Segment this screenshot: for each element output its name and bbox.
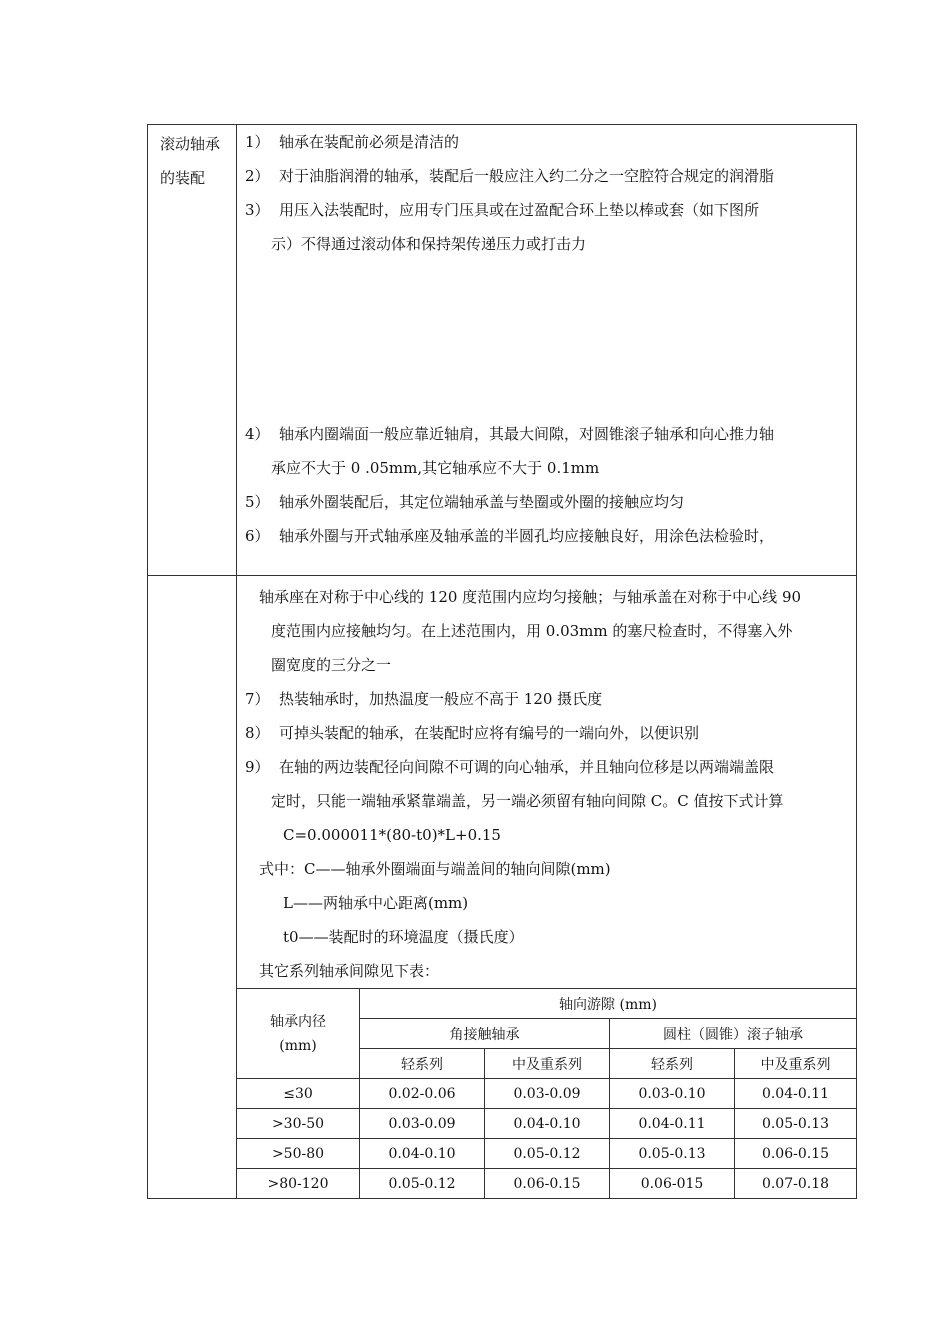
list-item (237, 716, 856, 750)
item-text: 轴承外圈与开式轴承座及轴承盖的半圆孔均应接触良好，用涂色法检验时， (279, 527, 775, 545)
table-cell: 0.02-0.06 (360, 1079, 485, 1109)
content-cell-2 (237, 576, 857, 1199)
section-label-line-2: 的装配 (160, 169, 206, 187)
item-text: 在轴的两边装配径向间隙不可调的向心轴承，并且轴向位移是以两端端盖限 (279, 758, 775, 776)
list-item (237, 417, 856, 451)
item-number: 2） (245, 167, 270, 185)
where-text: t0——装配时的环境温度（摄氏度） (283, 928, 524, 946)
item-text: 轴承外圈装配后，其定位端轴承盖与垫圈或外圈的接触应均匀 (279, 493, 685, 511)
table-cell: 0.07-0.18 (735, 1169, 857, 1199)
item-number: 1） (245, 133, 270, 151)
list-item-continuation (237, 784, 856, 818)
table-cell: 0.05-0.13 (735, 1109, 857, 1139)
assembly-spec-table (147, 124, 857, 1199)
sub-header: 中及重系列 (735, 1049, 857, 1079)
item-text-cont: 定时，只能一端轴承紧靠端盖，另一端必须留有轴向间隙 C。C 值按下式计算 (271, 792, 784, 810)
table-row (237, 1169, 856, 1199)
continuation-line (237, 614, 856, 648)
table-row (237, 1139, 856, 1169)
section-label (148, 125, 236, 195)
item-number: 9） (245, 758, 270, 776)
item-text: 轴承内圈端面一般应靠近轴肩，其最大间隙，对圆锥滚子轴承和向心推力轴 (279, 425, 775, 443)
spec-row-2 (148, 576, 857, 1199)
list-item (237, 125, 856, 159)
table-cell: 0.05-0.12 (485, 1139, 610, 1169)
sub-header: 轻系列 (610, 1049, 735, 1079)
formula-line (237, 818, 856, 852)
list-item-continuation (237, 451, 856, 485)
item-number: 7） (245, 690, 270, 708)
item-text: 用压入法装配时，应用专门压具或在过盈配合环上垫以棒或套（如下图所 (279, 201, 760, 219)
group-header: 圆柱（圆锥）滚子轴承 (610, 1019, 857, 1049)
where-line (237, 886, 856, 920)
table-cell: 0.04-0.11 (610, 1109, 735, 1139)
item-text-cont: 示）不得通过滚动体和保持架传递压力或打击力 (271, 235, 587, 253)
table-intro: 其它系列轴承间隙见下表： (259, 962, 440, 980)
table-cell: 0.04-0.11 (735, 1079, 857, 1109)
bore-header-line-2: (mm) (279, 1037, 317, 1054)
table-cell: ≤30 (237, 1079, 360, 1109)
table-cell: 0.06-0.15 (735, 1139, 857, 1169)
table-cell: >80-120 (237, 1169, 360, 1199)
item-number: 5） (245, 493, 270, 511)
continuation-text: 圈宽度的三分之一 (271, 656, 392, 674)
sub-header: 中及重系列 (485, 1049, 610, 1079)
table-cell: 0.05-0.13 (610, 1139, 735, 1169)
list-item (237, 750, 856, 784)
continuation-text: 度范围内应接触均匀。在上述范围内，用 0.03mm 的塞尺检查时，不得塞入外 (271, 622, 793, 640)
table-cell: 0.04-0.10 (360, 1139, 485, 1169)
bore-header-line-1: 轴承内径 (270, 1013, 326, 1030)
list-item (237, 193, 856, 227)
where-text: 式中：C——轴承外圈端面与端盖间的轴向间隙(mm) (259, 860, 611, 878)
continuation-line (237, 648, 856, 682)
table-cell: 0.06-015 (610, 1169, 735, 1199)
continuation-text: 轴承座在对称于中心线的 120 度范围内应均匀接触；与轴承盖在对称于中心线 90 (259, 588, 802, 606)
table-intro-line (237, 954, 856, 988)
item-number: 8） (245, 724, 270, 742)
continuation-line (237, 580, 856, 614)
item-number: 3） (245, 201, 270, 219)
group-header: 角接触轴承 (360, 1019, 610, 1049)
where-line (237, 920, 856, 954)
content-cell-1 (237, 125, 857, 576)
figure-placeholder (237, 261, 856, 417)
section-label-line-1: 滚动轴承 (160, 135, 221, 153)
table-row (237, 1109, 856, 1139)
bore-header (237, 989, 360, 1079)
item-text-cont: 承应不大于 0 .05mm,其它轴承应不大于 0.1mm (271, 459, 600, 477)
item-text: 可掉头装配的轴承，在装配时应将有编号的一端向外，以便识别 (279, 724, 700, 742)
list-item (237, 519, 856, 553)
table-cell: 0.03-0.09 (360, 1109, 485, 1139)
item-text: 热装轴承时，加热温度一般应不高于 120 摄氏度 (279, 690, 603, 708)
table-cell: 0.04-0.10 (485, 1109, 610, 1139)
axial-header: 轴向游隙 (mm) (360, 989, 857, 1019)
list-item (237, 682, 856, 716)
table-cell: 0.03-0.10 (610, 1079, 735, 1109)
table-cell: 0.03-0.09 (485, 1079, 610, 1109)
clearance-table (237, 988, 856, 1198)
table-cell: 0.06-0.15 (485, 1169, 610, 1199)
item-number: 4） (245, 425, 270, 443)
list-item-continuation (237, 227, 856, 261)
item-text: 对于油脂润滑的轴承，装配后一般应注入约二分之一空腔符合规定的润滑脂 (279, 167, 775, 185)
spec-row-1 (148, 125, 857, 576)
item-text: 轴承在装配前必须是清洁的 (279, 133, 460, 151)
table-cell: >50-80 (237, 1139, 360, 1169)
list-item (237, 159, 856, 193)
table-header-row (237, 989, 856, 1019)
where-line (237, 852, 856, 886)
table-cell: >30-50 (237, 1109, 360, 1139)
list-item (237, 485, 856, 519)
where-text: L——两轴承中心距离(mm) (283, 894, 469, 912)
table-cell: 0.05-0.12 (360, 1169, 485, 1199)
table-row (237, 1079, 856, 1109)
section-label-cell (148, 125, 237, 576)
sub-header: 轻系列 (360, 1049, 485, 1079)
empty-label-cell (148, 576, 237, 1199)
item-number: 6） (245, 527, 270, 545)
formula: C=0.000011*(80-t0)*L+0.15 (283, 826, 501, 844)
